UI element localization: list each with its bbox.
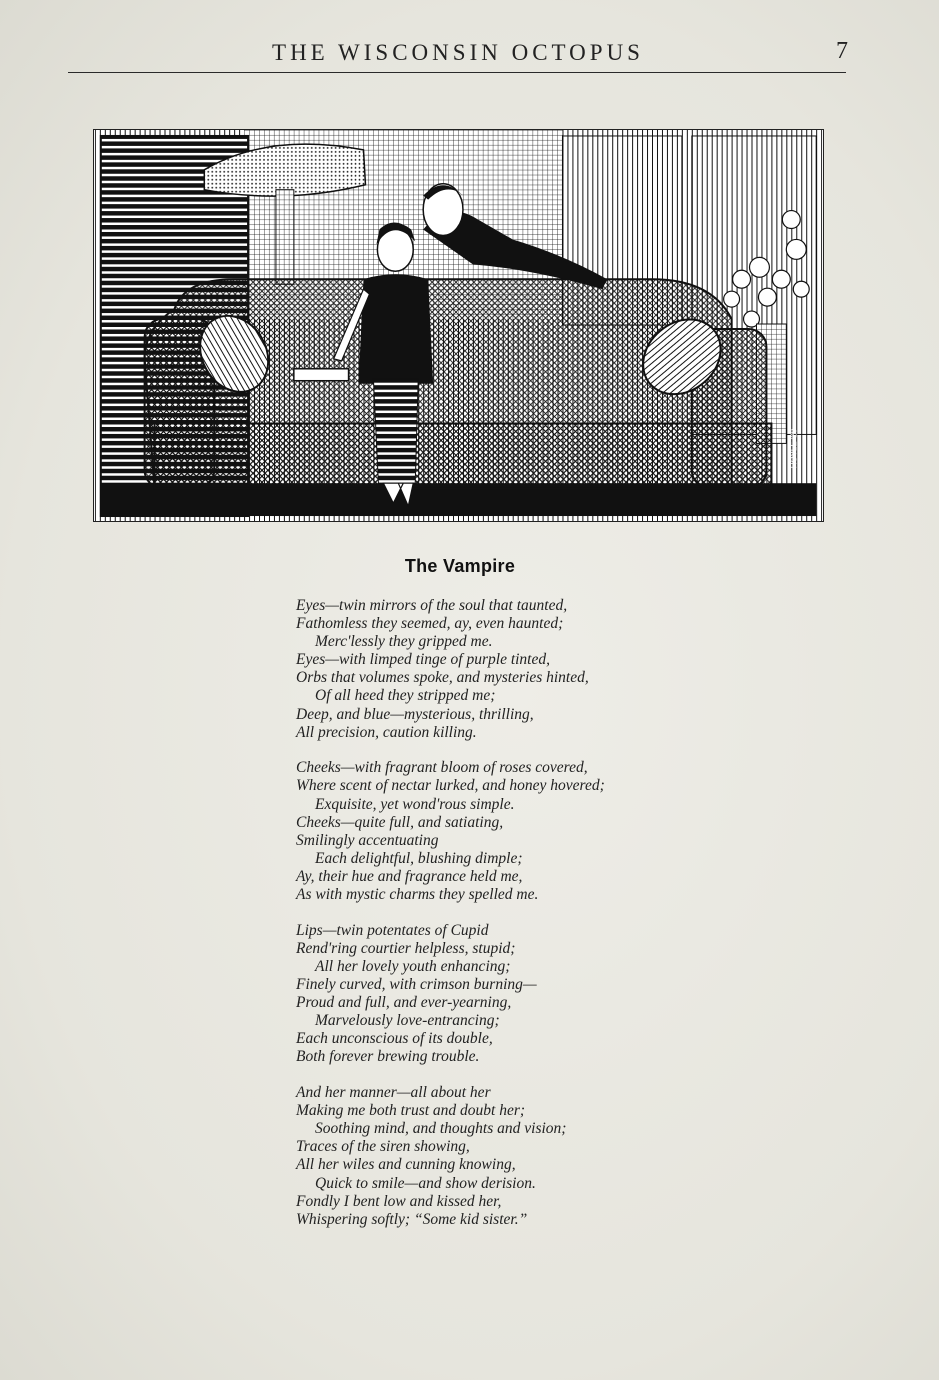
poem-line: Whispering softly; “Some kid sister.” bbox=[296, 1210, 528, 1228]
stanza-4 bbox=[296, 1084, 605, 1229]
poem-body bbox=[296, 597, 605, 1246]
poem-line: Merc'lessly they gripped me. bbox=[315, 633, 493, 651]
poem-line: Each delightful, blushing dimple; bbox=[315, 849, 523, 867]
poem-line: Each unconscious of its double, bbox=[296, 1030, 493, 1048]
poem-line: Eyes—with limped tinge of purple tinted, bbox=[296, 651, 550, 669]
poem-line: Smilingly accentuating bbox=[296, 831, 439, 849]
poem-line: Proud and full, and ever-yearning, bbox=[296, 994, 512, 1012]
poem-line: Eyes—twin mirrors of the soul that taunted, bbox=[296, 597, 568, 614]
poem-line: Ay, their hue and fragrance held me, bbox=[296, 867, 523, 885]
poem-line: All precision, caution killing. bbox=[296, 723, 477, 741]
poem-line: Fondly I bent low and kissed her, bbox=[296, 1192, 502, 1210]
poem-line: Soothing mind, and thoughts and vision; bbox=[315, 1120, 567, 1138]
poem-line: Cheeks—quite full, and satiating, bbox=[296, 813, 504, 831]
poem-line: As with mystic charms they spelled me. bbox=[296, 886, 539, 903]
poem-line: Marvelously love-entrancing; bbox=[315, 1012, 500, 1030]
poem-line: Both forever brewing trouble. bbox=[296, 1048, 480, 1066]
poem-line: Cheeks—with fragrant bloom of roses covered, bbox=[296, 759, 588, 777]
poem-title: The Vampire bbox=[404, 556, 516, 576]
poem-line: Of all heed they stripped me; bbox=[315, 687, 496, 705]
poem-line: Rend'ring courtier helpless, stupid; bbox=[296, 939, 516, 957]
stanza-1 bbox=[296, 597, 605, 742]
poem-line: Quick to smile—and show derision. bbox=[315, 1174, 536, 1192]
stanza-3 bbox=[296, 922, 605, 1067]
page-header bbox=[68, 38, 846, 73]
stanza-2 bbox=[296, 759, 605, 904]
poem-line: Finely curved, with crimson burning— bbox=[296, 975, 537, 993]
poem-line: Lips—twin potentates of Cupid bbox=[296, 921, 489, 939]
poem-line: And her manner—all about her bbox=[296, 1084, 491, 1102]
poem-line: Making me both trust and doubt her; bbox=[296, 1102, 526, 1120]
poem-line: Where scent of nectar lurked, and honey hovered; bbox=[296, 777, 605, 795]
page-number: 7 bbox=[836, 38, 848, 64]
poem-line: Fathomless they seemed, ay, even haunted; bbox=[296, 615, 564, 633]
illustration bbox=[93, 129, 824, 522]
poem-line: Deep, and blue—mysterious, thrilling, bbox=[296, 705, 534, 723]
poem-line: All her lovely youth enhancing; bbox=[315, 957, 511, 975]
illustration-drawing bbox=[94, 130, 823, 521]
poem-line: Orbs that volumes spoke, and mysteries hinted, bbox=[296, 669, 589, 687]
poem-line: Exquisite, yet wond'rous simple. bbox=[315, 795, 515, 813]
illustration-signature: HOYLE '20 bbox=[789, 428, 799, 469]
poem-line: All her wiles and cunning knowing, bbox=[296, 1156, 516, 1174]
poem-line: Traces of the siren showing, bbox=[296, 1138, 470, 1156]
running-head: THE WISCONSIN OCTOPUS bbox=[272, 40, 644, 65]
